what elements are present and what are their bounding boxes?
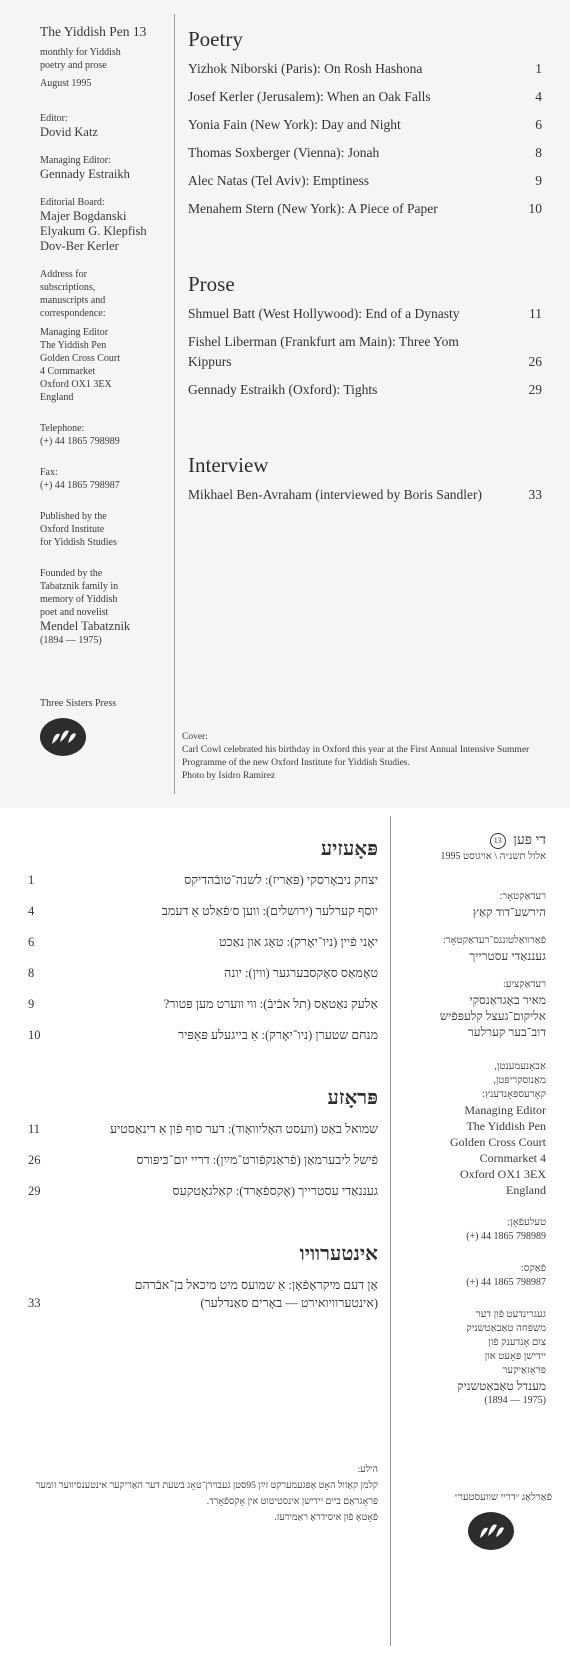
board-member: דוב־בער קערלער — [467, 1025, 546, 1039]
yiddish-contents — [28, 838, 378, 1325]
address-label: correspondence: — [40, 308, 106, 319]
photo-credit: Photo by Isidro Ramirez — [182, 771, 276, 781]
entry-title: מנחם שטערן (ניו־יאָרק): אַ בייגעלע פּאַפּיר — [177, 1028, 378, 1042]
cover-text: קלמן קאַוול האָט אָפּגעמערקט זײַן 95סטן געבוירן־טאָג בשעת דער האַריקער אינטענסיווער זומער פּראָגראַם ביים יידישן אינסטיטוט אין אָקספֿאָרד. — [35, 1481, 378, 1507]
founder-years: (1975 — 1894) — [484, 1395, 546, 1406]
managing-editor-name: געננאַדי עסטרייך — [469, 949, 546, 963]
entry-page: 11 — [28, 1122, 41, 1136]
telephone-label: טעלעפֿאָן: — [507, 1217, 546, 1228]
cover-label: Cover: — [182, 732, 208, 742]
address-line: 4 Cornmarket — [479, 1151, 546, 1165]
three-sisters-logo — [468, 1512, 514, 1550]
entry-page: 29 — [528, 382, 542, 397]
contents-entry — [28, 902, 378, 920]
founder-name: מענדל טאַבאַטשניק — [457, 1379, 546, 1393]
entry-page: 6 — [535, 117, 542, 132]
contents-entry — [28, 964, 378, 982]
founded-line: צום אָנדענק פֿון — [488, 1337, 546, 1348]
contents-entry — [188, 59, 542, 79]
address-line: Golden Cross Court — [450, 1135, 546, 1149]
column-divider — [390, 816, 391, 1646]
three-sisters-logo-icon — [40, 718, 86, 756]
entry-page: 26 — [28, 1153, 41, 1167]
magazine-title: The Yiddish Pen 13 — [40, 24, 147, 39]
editor-name: Dovid Katz — [40, 125, 98, 139]
address-label: Address for — [40, 269, 87, 280]
entry-title: יצחק ניבאָרסקי (פּאַריז): לשנה־טובֿהדיקס — [184, 873, 378, 887]
board-member: Elyakum G. Klepfish — [40, 224, 147, 238]
board-member: אליקום־געצל קלעפּפֿיש — [439, 1009, 546, 1023]
entry-title: פֿישל ליבערמאַן (פֿראַנקפֿורט־מײַן): דריי יום־כּיפּורס — [136, 1153, 378, 1167]
entry-title: Gennady Estraikh (Oxford): Tights — [188, 382, 378, 397]
entry-page: 8 — [28, 966, 35, 980]
subtitle-line: poetry and prose — [40, 60, 107, 71]
founded-line: יידישן פּאָעט און — [484, 1351, 546, 1362]
section-heading-interview: Interview — [188, 453, 269, 477]
english-contents — [188, 26, 542, 513]
entry-title: Alec Natas (Tel Aviv): Emptiness — [188, 173, 370, 188]
contents-entry — [188, 171, 542, 191]
entry-page: 1 — [535, 61, 542, 76]
contents-entry — [188, 332, 542, 372]
three-sisters-logo-icon — [468, 1512, 514, 1550]
founded-line: געגרינדעט פֿון דער — [475, 1309, 546, 1320]
cover-caption-yiddish — [28, 1462, 378, 1526]
address-label: קאָרעספּאָנדענץ: — [482, 1089, 546, 1100]
entry-page: 10 — [28, 1028, 41, 1042]
address-line: Managing Editor — [464, 1103, 546, 1117]
entry-title: Yizhok Niborski (Paris): On Rosh Hashona — [188, 61, 423, 76]
fax-label: Fax: — [40, 467, 58, 478]
entry-title: געננאַדי עסטרייך (אָקספֿאָרד): קאַלגאָטקעס — [172, 1184, 378, 1198]
managing-editor-name: Gennady Estraikh — [40, 167, 130, 181]
entry-title: Fishel Liberman (Frankfurt am Main): Three Yom Kippurs — [188, 334, 459, 369]
entry-title: Josef Kerler (Jerusalem): When an Oak Falls — [188, 89, 431, 104]
section-heading-interview-yi: אינטערוויו — [299, 1243, 378, 1265]
subtitle-line: monthly for Yiddish — [40, 47, 121, 58]
contents-entry — [28, 1182, 378, 1200]
entry-page: 33 — [28, 1296, 41, 1310]
editor-label: Editor: — [40, 113, 68, 124]
entry-title: שמואל באַט (וועסט האָליוואָוד): דער סוף פֿון אַ דינאַסטיע — [109, 1122, 378, 1136]
address-line: Oxford OX1 3EX — [40, 379, 112, 390]
founded-line: פּראָזאַיקער — [502, 1365, 546, 1376]
section-heading-proze: פּראָזע — [327, 1087, 378, 1109]
address-line: Oxford OX1 3EX — [460, 1167, 546, 1181]
publisher-line: Oxford Institute — [40, 524, 105, 535]
entry-title: Thomas Soxberger (Vienna): Jonah — [188, 145, 380, 160]
managing-editor-label: פֿאַרוואַלטונגס־רעדאַקטאָר: — [442, 935, 546, 946]
entry-page: 11 — [529, 306, 542, 321]
entry-page: 8 — [535, 145, 542, 160]
yiddish-contents-page — [0, 808, 570, 1661]
issue-date: August 1995 — [40, 78, 92, 89]
editor-name: הירשע־דוד קאַץ — [472, 905, 546, 919]
entry-title: Yonia Fain (New York): Day and Night — [188, 117, 401, 132]
contents-entry — [188, 199, 542, 219]
entry-title: Shmuel Batt (West Hollywood): End of a Dynasty — [188, 306, 460, 321]
entry-page: 6 — [28, 935, 35, 949]
publisher-line: for Yiddish Studies — [40, 537, 117, 548]
address-label: אַבאָנעמענטן, — [494, 1061, 546, 1072]
contents-entry — [28, 995, 378, 1013]
press-name: Three Sisters Press — [40, 698, 117, 709]
board-member: Majer Bogdanski — [40, 209, 127, 223]
contents-entry — [28, 871, 378, 889]
contents-entry — [188, 143, 542, 163]
telephone-number: (+) 44 1865 798989 — [466, 1231, 546, 1242]
contents-entry — [188, 485, 542, 505]
section-heading-poezye: פּאָעזיע — [320, 838, 378, 860]
section-heading-prose: Prose — [188, 272, 235, 296]
address-label: מאַנוסקריפּטן, — [493, 1075, 546, 1086]
contents-entry — [28, 1276, 378, 1312]
address-line: Managing Editor — [40, 327, 109, 338]
entry-title: יוסף קערלער (ירושלים): ווען ס׳פֿאַלט אַ דעמב — [161, 904, 378, 918]
publisher-line: Published by the — [40, 511, 107, 522]
managing-editor-label: Managing Editor: — [40, 155, 111, 166]
entry-title: Menahem Stern (New York): A Piece of Paper — [188, 201, 438, 216]
founder-name: Mendel Tabatznik — [40, 619, 131, 633]
entry-title: Mikhael Ben-Avraham (interviewed by Boris Sandler) — [188, 487, 483, 502]
entry-title: טאָמאַס סאָקסבערגער (ווין): יונה — [224, 966, 378, 980]
entry-page: 10 — [528, 201, 542, 216]
address-line: England — [40, 392, 74, 403]
founder-years: (1894 — 1975) — [40, 635, 102, 646]
entry-title: יאָני פֿיין (ניו־יאָרק): טאָג און נאַכט — [218, 935, 378, 949]
cover-caption — [182, 731, 532, 783]
entry-page: 26 — [528, 354, 542, 369]
three-sisters-logo — [40, 718, 86, 756]
entry-page: 33 — [528, 487, 542, 502]
telephone-label: Telephone: — [40, 423, 85, 434]
issue-date: אלול תשנ״ה \ אויגוסט 1995 — [440, 851, 546, 862]
fax-number: (+) 44 1865 798987 — [466, 1277, 546, 1288]
english-masthead-column — [40, 24, 164, 661]
entry-page: 1 — [28, 873, 35, 887]
english-contents-page — [0, 0, 570, 808]
entry-page: 9 — [535, 173, 542, 188]
address-label: subscriptions, — [40, 282, 96, 293]
contents-entry — [28, 1120, 378, 1138]
photo-credit: פֿאָטאָ פֿון איסידראָ ראַמירעז. — [274, 1513, 378, 1523]
founded-line: memory of Yiddish — [40, 594, 118, 605]
founded-line: Founded by the — [40, 568, 103, 579]
cover-text: Carl Cowl celebrated his birthday in Oxford this year at the First Annual Intensive Summer Programme of the new Oxford Institute for Yiddish Studies. — [182, 745, 530, 768]
issue-number-badge: 13 — [490, 833, 506, 849]
column-divider — [174, 14, 175, 794]
entry-title: אַלעק נאַטאַס (תל אבֿיבֿ): ווי ווערט מען פּטור? — [163, 997, 378, 1011]
address-line: England — [506, 1183, 546, 1197]
cover-label: הילע: — [357, 1465, 378, 1475]
founded-line: poet and novelist — [40, 607, 109, 618]
entry-page: 29 — [28, 1184, 41, 1198]
contents-entry — [188, 380, 542, 400]
fax-label: פֿאַקס: — [520, 1263, 546, 1274]
section-heading-poetry: Poetry — [188, 27, 243, 51]
contents-entry — [188, 304, 542, 324]
founded-line: Tabatznik family in — [40, 581, 119, 592]
address-line: Golden Cross Court — [40, 353, 120, 364]
editor-label: רעדאַקטאָר: — [499, 891, 546, 902]
founded-line: משפּחה טאַבאַטשניק — [466, 1323, 546, 1334]
board-member: מאיר באָגדאַנסקי — [469, 993, 546, 1007]
contents-entry — [28, 1151, 378, 1169]
press-name: פֿאַרלאַג ״דריי שוועסטער״ — [454, 1492, 552, 1503]
entry-page: 4 — [535, 89, 542, 104]
contents-entry — [28, 933, 378, 951]
fax-number: (+) 44 1865 798987 — [40, 480, 120, 491]
address-line: 4 Cornmarket — [40, 366, 96, 377]
entry-page: 4 — [28, 904, 35, 918]
magazine-title: די פּען — [513, 833, 546, 848]
yiddish-masthead-column — [396, 832, 546, 1422]
board-member: Dov-Ber Kerler — [40, 239, 119, 253]
telephone-number: (+) 44 1865 798989 — [40, 436, 120, 447]
address-line: The Yiddish Pen — [40, 340, 107, 351]
board-label: רעדאַקציע: — [502, 979, 546, 990]
address-label: manuscripts and — [40, 295, 106, 306]
board-label: Editorial Board: — [40, 197, 105, 208]
contents-entry — [188, 115, 542, 135]
contents-entry — [188, 87, 542, 107]
entry-page: 9 — [28, 997, 35, 1011]
contents-entry — [28, 1026, 378, 1044]
address-line: The Yiddish Pen — [466, 1119, 546, 1133]
entry-title: אָן דעם מיקראָפֿאָן: אַ שמועס מיט מיכאל בן־אבֿרהם (אינטערוויואירט — באָרים סאַנדלער) — [134, 1278, 378, 1310]
